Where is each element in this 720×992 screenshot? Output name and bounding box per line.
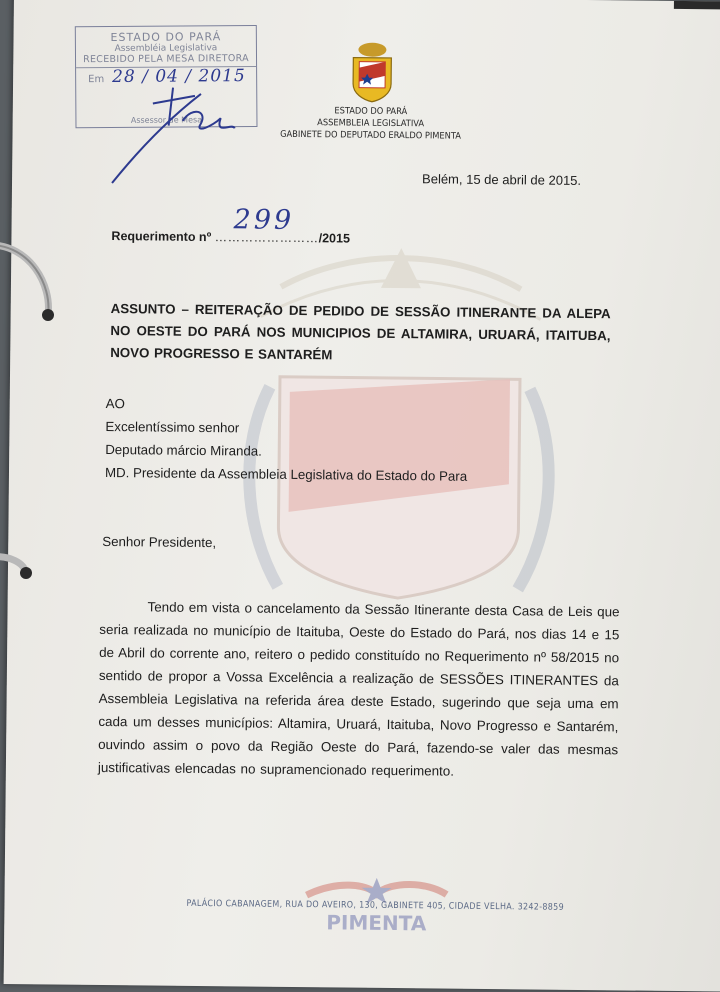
stamp-date-prefix: Em [88,74,105,86]
letterhead [278,105,462,143]
salutation: Senhor Presidente, [102,533,217,551]
requerimento-label: Requerimento nº [111,229,212,245]
binder-ring-icon [0,235,70,325]
stamp-line-state: ESTADO DO PARÁ [110,30,222,44]
city-date: Belém, 15 de abril de 2015. [422,171,582,188]
footer-address: PALÁCIO CABANAGEM, RUA DO AVEIRO, 130, GABINETE 405, CIDADE VELHA. 3242-8859 [186,898,565,913]
subject-heading: ASSUNTO – REITERAÇÃO DE PEDIDO DE SESSÃO ITINERANTE DA ALEPA NO OESTE DO PARÁ NOS MUNICIPIOS DE ALTAMIRA, URUARÁ, ITAITUBA, NOVO PROGRESSO E SANTARÉM [110,301,611,363]
stamp-date-handwritten: 28 / 04 / 2015 [112,66,246,87]
page-edge-shadow [674,1,720,10]
addressee-block [105,392,468,488]
stamp-line-assembly: Assembléia Legislativa [114,43,218,54]
state-crest-icon [345,39,400,104]
addressee-role: MD. Presidente da Assembleia Legislativa do Estado do Para [104,464,468,484]
addressee-to: AO [105,395,126,412]
handwritten-signature [82,65,243,197]
stamp-line-received: RECEBIDO PELA MESA DIRETORA [76,53,256,68]
document-page [4,0,720,992]
addressee-name: Deputado márcio Miranda. [105,441,262,459]
stamp-line-assessor: Assessor de Mesa [130,115,203,125]
body-paragraph: Tendo em vista o cancelamento da Sessão Itinerante desta Casa de Leis que seria realizada no município de Itaituba, Oeste do Estado do Pará, nos dias 14 e 15 de Abril do corrente ano, reitero o pedido constituído no Requerimento nº 58/2015 no sentido de propor a Vossa Excelência a realização de SESSÕES ITINERANTES da Assembleia Legislativa na referida área deste Estado, sugerindo que seja uma em cada um desses municípios: Altamira, Uruará, Itaituba, Novo Progresso e Santarém, ouvindo assim o povo da Região Oeste do Pará, fazendo-se valer das mesmas justificativas elencadas no supramencionado requerimento. [97,599,620,779]
letterhead-office: GABINETE DO DEPUTADO ERALDO PIMENTA [280,129,462,142]
letterhead-state: ESTADO DO PARÁ [334,106,408,118]
footer-logo-text: PIMENTA [326,910,427,936]
letterhead-assembly: ASSEMBLEIA LEGISLATIVA [317,118,425,130]
requerimento-number-handwritten: 299 [233,204,295,236]
requerimento-year: /2015 [318,231,351,246]
addressee-salutation-title: Excelentíssimo senhor [105,418,240,436]
binder-ring-lower-icon [0,545,50,590]
requerimento-dots: …………………… [214,230,319,246]
